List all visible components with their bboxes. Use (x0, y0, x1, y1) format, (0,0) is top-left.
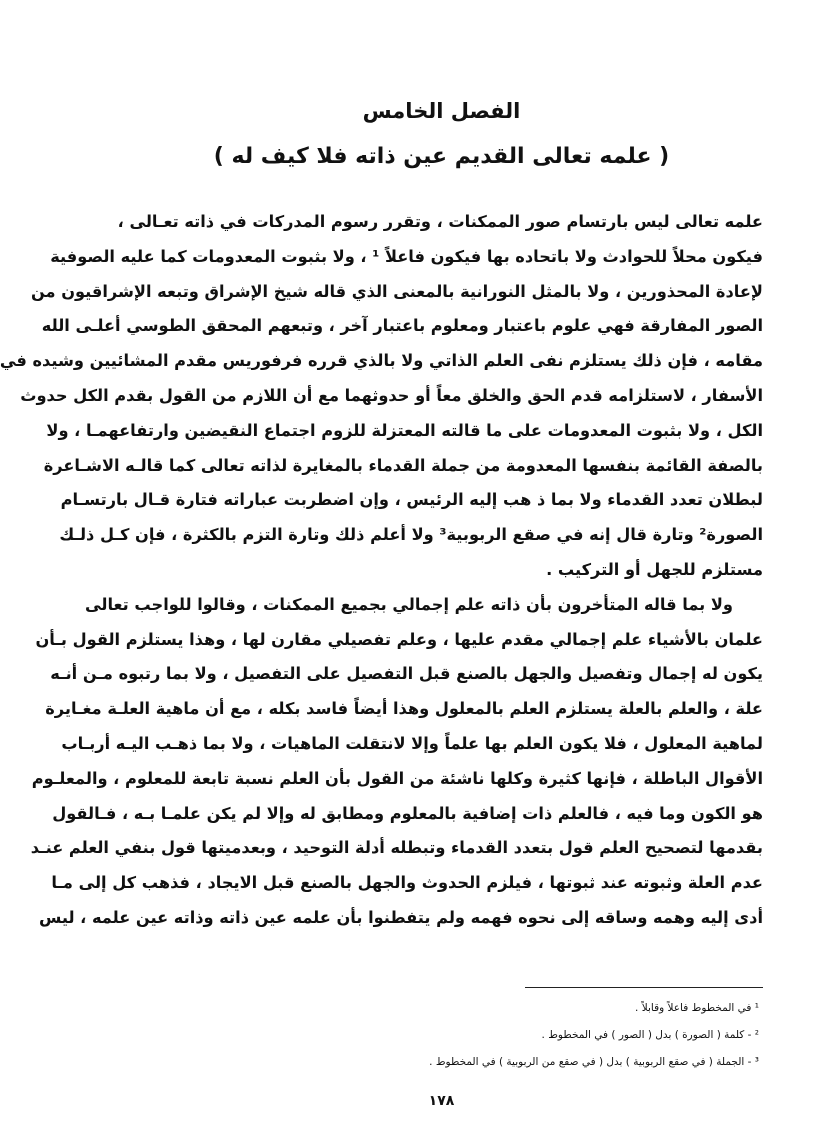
text-line: علة ، والعلم بالعلة يستلزم العلم بالمعلول وهذا أيضاً فاسد بكله ، مع أن ماهية العلـة مغـايرة (45, 699, 763, 719)
text-line: الأسفار ، لاستلزامه قدم الحق والخلق معاً أو حدوثهما مع أن اللازم من القول بقدم الكل حدوث (20, 385, 763, 405)
chapter-title: الفصل الخامس (362, 99, 521, 123)
text-line: ولا بما قاله المتأخرون بأن ذاته علم إجمالي بجميع الممكنات ، وقالوا للواجب تعالى (85, 594, 733, 614)
text-line: الكل ، ولا بثبوت المعدومات على ما قالته المعتزلة للزوم اجتماع النقيضين وارتفاعهمـا ، ولا (46, 420, 763, 440)
text-line: علمان بالأشياء علم إجمالي مقدم عليها ، وعلم تفصيلي مقارن لها ، وهذا يستلزم القول بـأن (35, 629, 763, 649)
chapter-subtitle: ( علمه تعالى القديم عين ذاته فلا كيف له ) (213, 144, 670, 169)
text-line: عدم العلة وثبوته عند ثبوتها ، فيلزم الحدوث والجهل بالصنع قبل الايجاد ، فذهب كل إلى مـا (51, 873, 763, 893)
text-line: مستلزم للجهل أو التركيب . (546, 559, 763, 579)
footnote: ² - كلمة ( الصورة ) بدل ( الصور ) في المخطوط . (541, 1029, 759, 1041)
text-line: لإعادة المحذورين ، ولا بالمثل النورانية بالمعنى الذي قاله شيخ الإشراق وتبعه الإشراقيون من (30, 281, 763, 301)
text-line: لماهية المعلول ، فلا يكون العلم بها علماً وإلا لانتقلت الماهيات ، ولا بما ذهـب اليـه أربـاب (61, 733, 763, 753)
footnote: ¹ في المخطوط فاعلاً وقابلاً . (635, 1002, 759, 1014)
text-line: علمه تعالى ليس بارتسام صور الممكنات ، وتقرر رسوم المدركات في ذاته تعـالى ، (117, 212, 763, 231)
footnote: ³ - الجملة ( في صقع الربوبية ) بدل ( في صقع من الربوبية ) في المخطوط . (429, 1056, 759, 1068)
text-line: مقامه ، فإن ذلك يستلزم نفى العلم الذاتي ولا بالذي قرره فرفوريس مقدم المشائيين وشيده في (0, 351, 763, 371)
footnotes (259, 995, 759, 1076)
text-line: لبطلان تعدد القدماء ولا بما ذ هب إليه الرئيس ، وإن اضطربت عباراته فتارة قـال بارتسـام (60, 490, 763, 510)
footnote-separator (525, 987, 763, 988)
text-line: الأقوال الباطلة ، فإنها كثيرة وكلها ناشئة من القول بأن العلم نسبة تابعة للمعلوم ، والمعلـوم (31, 768, 763, 788)
text-line: الصورة² وتارة قال إنه في صقع الربوبية³ ولا أعلم ذلك وتارة التزم بالكثرة ، فإن كـل ذلـك (59, 525, 763, 545)
text-line: أدى إليه وهمه وساقه إلى نحوه فهمه ولم يتفطنوا بأن علمه عين ذاته وذاته عين علمه ، ليس (38, 907, 763, 927)
text-line: الصور المفارقة فهي علوم باعتبار ومعلوم باعتبار آخر ، وتبعهم المحقق الطوسي أعلـى الله (41, 316, 763, 336)
text-line: فيكون محلاً للحوادث ولا باتحاده بها فيكون فاعلاً ¹ ، ولا بثبوت المعدومات كما عليه الصوفية (50, 246, 763, 266)
text-line: يكون له إجمال وتفصيل والجهل بالصنع قبل التفصيل على التفصيل ، ولا بما رتبوه مـن أنـه (50, 664, 763, 684)
text-line: هو الكون وما فيه ، فالعلم ذات إضافية بالمعلوم ومطابق له وإلا لم يكن علمـا بـه ، فـالقول (52, 803, 763, 823)
page-number: ١٧٨ (428, 1093, 455, 1109)
text-line: بالصفة القائمة بنفسها المعدومة من جملة القدماء بالمغايرة لذاته تعالى كما قالـه الاشـاعرة (43, 455, 763, 475)
text-line: بقدمها لتصحيح العلم قول بتعدد القدماء وتبطله أدلة التوحيد ، وبعدميتها قول بنفي العلم عنـد (30, 838, 763, 858)
body-text (0, 205, 763, 936)
